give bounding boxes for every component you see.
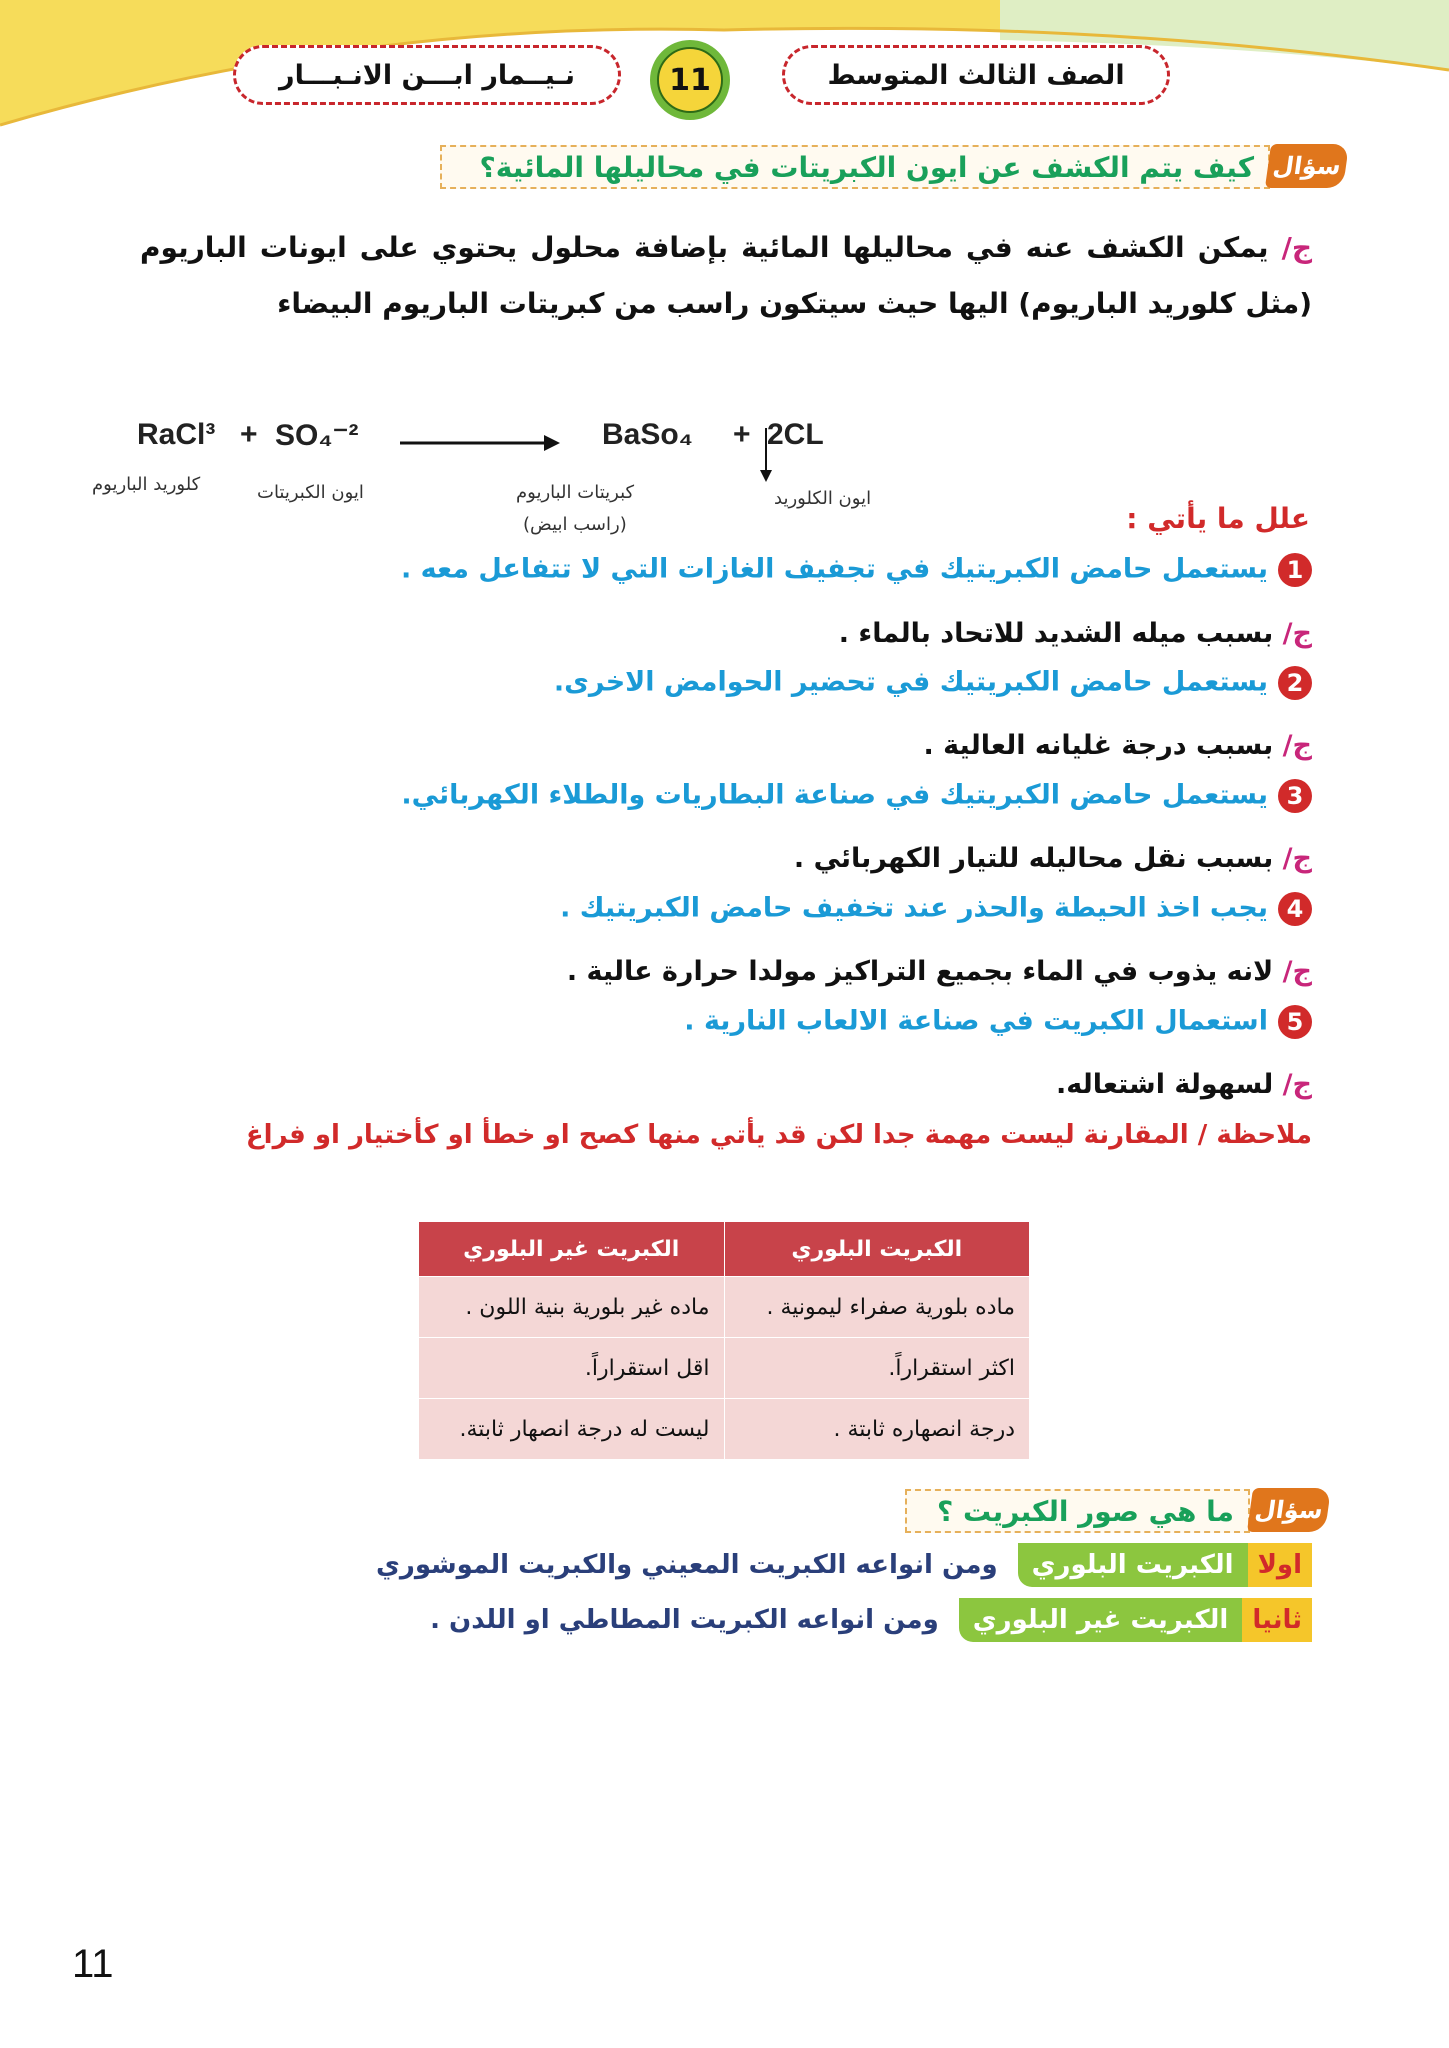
table-cell: ماده غير بلورية بنية اللون . <box>419 1277 725 1338</box>
sulfur-type-1 <box>376 1543 1312 1587</box>
eq-reactant-1: RaCl³ <box>137 418 216 451</box>
answer-1 <box>140 220 1312 332</box>
page-badge-number: 11 <box>669 62 711 98</box>
reason-3-text: يستعمل حامض الكبريتيك في صناعة البطاريات والطلاء الكهربائي. <box>401 779 1268 811</box>
table-header-row <box>419 1222 1030 1277</box>
reason-1-answer <box>839 618 1312 649</box>
sulfur-type-2 <box>430 1598 1312 1642</box>
reason-2-question <box>554 666 1312 700</box>
reason-1-question <box>401 553 1312 587</box>
reason-5-number: 5 <box>1278 1005 1312 1039</box>
question-2-text: ما هي صور الكبريت ؟ <box>937 1494 1234 1528</box>
reason-4-answer <box>567 956 1312 987</box>
answer-1-prefix: ج/ <box>1281 231 1313 264</box>
sulfur-type-2-ordinal: ثانيا <box>1242 1598 1312 1642</box>
eq-label-precipitate-note: (راسب ابيض) <box>523 514 627 535</box>
question-1-text: كيف يتم الكشف عن ايون الكبريتات في محاليلها المائية؟ <box>479 150 1254 184</box>
reason-4-number: 4 <box>1278 892 1312 926</box>
reason-4-text: يجب اخذ الحيطة والحذر عند تخفيف حامض الكبريتيك . <box>560 892 1268 924</box>
question-2-strip <box>905 1489 1250 1533</box>
reason-5-answer <box>1056 1069 1312 1100</box>
question-2-tag <box>1247 1488 1331 1532</box>
table-cell: درجة انصهاره ثابتة . <box>724 1399 1030 1460</box>
table-header-amorphous: الكبريت غير البلوري <box>419 1222 725 1277</box>
question-1-tag <box>1265 144 1349 188</box>
table-row <box>419 1338 1030 1399</box>
reason-5-question <box>684 1005 1312 1039</box>
reason-2-answer-text: بسبب درجة غليانه العالية . <box>923 730 1274 761</box>
table-cell: اكثر استقراراً. <box>724 1338 1030 1399</box>
eq-product-1: BaSo₄ <box>602 418 693 451</box>
reason-1-text: يستعمل حامض الكبريتيك في تجفيف الغازات التي لا تتفاعل معه . <box>400 553 1268 585</box>
question-1-tag-label: سؤال <box>1271 152 1343 180</box>
table-cell: ليست له درجة انصهار ثابتة. <box>419 1399 725 1460</box>
sulfur-type-1-name: الكبريت البلوري <box>1018 1543 1248 1587</box>
reaction-arrow-icon <box>398 428 563 458</box>
answer-1-text: يمكن الكشف عنه في محاليلها المائية بإضافة محلول يحتوي على ايونات الباريوم (مثل كلوريد الباريوم) اليها حيث سيتكون راسب من كبريتات الباريوم البيضاء <box>140 231 1312 320</box>
table-row <box>419 1399 1030 1460</box>
question-1-strip <box>440 145 1270 189</box>
reason-3-number: 3 <box>1278 779 1312 813</box>
eq-label-barium-sulfate: كبريتات الباريوم <box>516 482 635 503</box>
reason-2-answer <box>924 730 1312 761</box>
reason-3-answer-text: بسبب نقل محاليله للتيار الكهربائي . <box>793 843 1274 874</box>
eq-reactant-2: SO₄⁻² <box>275 419 359 452</box>
eq-plus-1: + <box>240 418 258 451</box>
reason-2-answer-prefix: ج/ <box>1282 730 1312 761</box>
reason-2-text: يستعمل حامض الكبريتيك في تحضير الحوامض الاخرى. <box>553 666 1268 698</box>
reason-5-answer-prefix: ج/ <box>1282 1069 1312 1100</box>
reason-4-question <box>560 892 1312 926</box>
sulfur-type-1-ordinal: اولا <box>1248 1543 1312 1587</box>
comparison-table <box>418 1221 1030 1460</box>
table-cell: ماده بلورية صفراء ليمونية . <box>724 1277 1030 1338</box>
question-2-tag-label: سؤال <box>1253 1496 1325 1524</box>
header-author-pill <box>233 45 621 105</box>
reason-5-text: استعمال الكبريت في صناعة الالعاب النارية . <box>684 1005 1268 1037</box>
eq-label-barium-chloride: كلوريد الباريوم <box>92 474 201 495</box>
sulfur-type-2-name: الكبريت غير البلوري <box>959 1598 1243 1642</box>
page-badge <box>650 40 730 120</box>
precipitate-arrow-icon <box>756 426 776 484</box>
table-header-crystalline: الكبريت البلوري <box>724 1222 1030 1277</box>
comparison-note: ملاحظة / المقارنة ليست مهمة جدا لكن قد يأتي منها كصح او خطأ او كأختيار او فراغ <box>245 1120 1312 1150</box>
table-row <box>419 1277 1030 1338</box>
header-grade-title: الصف الثالث المتوسط <box>827 59 1125 91</box>
reason-3-answer-prefix: ج/ <box>1282 843 1312 874</box>
reason-4-answer-text: لانه يذوب في الماء بجميع التراكيز مولدا حرارة عالية . <box>566 956 1274 987</box>
reason-3-answer <box>794 843 1312 874</box>
eq-product-2: 2CL <box>767 418 824 451</box>
reasons-heading: علل ما يأتي : <box>1126 502 1310 535</box>
eq-label-sulfate-ion: ايون الكبريتات <box>257 482 364 503</box>
reason-4-answer-prefix: ج/ <box>1282 956 1312 987</box>
eq-plus-2: + <box>733 418 751 451</box>
reason-1-answer-text: بسبب ميله الشديد للاتحاد بالماء . <box>838 618 1274 649</box>
sulfur-type-2-details: ومن انواعه الكبريت المطاطي او اللدن . <box>430 1605 939 1635</box>
reason-2-number: 2 <box>1278 666 1312 700</box>
reason-3-question <box>401 779 1312 813</box>
header-grade-pill <box>782 45 1170 105</box>
reason-1-answer-prefix: ج/ <box>1282 618 1312 649</box>
page-number: 11 <box>72 1942 114 1986</box>
header-author-title: نـيــمار ابـــن الانـبـــار <box>279 59 575 91</box>
table-cell: اقل استقراراً. <box>419 1338 725 1399</box>
reason-5-answer-text: لسهولة اشتعاله. <box>1056 1069 1274 1100</box>
eq-label-chloride-ion: ايون الكلوريد <box>774 488 872 509</box>
reason-1-number: 1 <box>1278 553 1312 587</box>
sulfur-type-1-details: ومن انواعه الكبريت المعيني والكبريت الموشوري <box>376 1550 998 1580</box>
